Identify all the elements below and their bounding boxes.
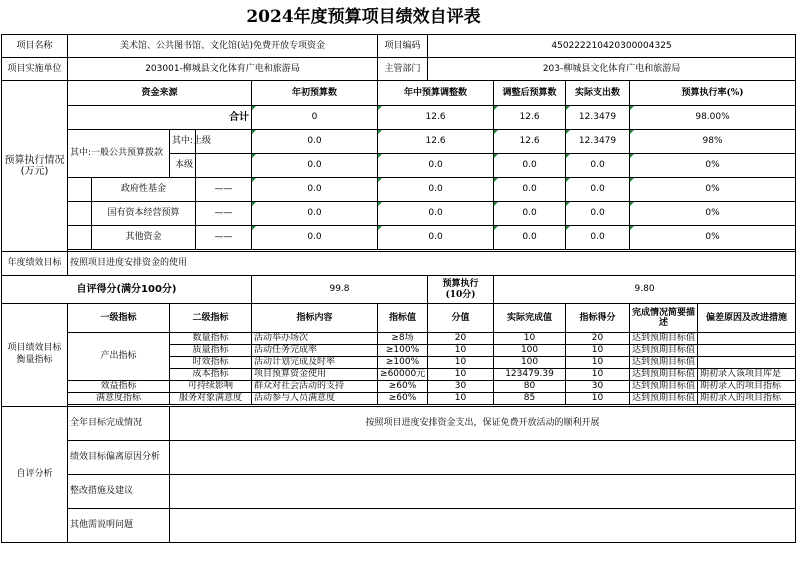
budget-section-label: 预算执行情况 (万元) <box>2 81 68 252</box>
govfund-adjust: 0.0 <box>378 178 494 202</box>
col-score: 指标得分 <box>566 304 630 333</box>
self-eval-row <box>2 509 796 543</box>
self-eval-row <box>2 475 796 509</box>
self-eval-row <box>2 441 796 475</box>
self-eval-item-label: 绩效目标偏离原因分析 <box>68 441 170 475</box>
ind-reason: 期初录入的项目指标 <box>698 393 796 405</box>
goal-text: 按照项目进度安排资金的使用 <box>68 252 796 276</box>
local-annual: 0.0 <box>252 154 378 178</box>
self-eval-label: 自评分析 <box>2 407 68 543</box>
indicator-row <box>2 381 796 393</box>
budget-govfund-row <box>2 178 796 202</box>
state-adjust: 0.0 <box>378 202 494 226</box>
ind-actual: 123479.39 <box>494 369 566 381</box>
self-eval-item-text <box>170 509 796 543</box>
ind-desc: 达到预期目标值 <box>630 345 698 357</box>
total-adjust: 12.6 <box>378 106 494 130</box>
self-eval-item-label: 其他需说明问题 <box>68 509 170 543</box>
ind-reason: 期初录入该项目库是 <box>698 369 796 381</box>
impl-unit-value: 203001-柳城县文化体育广电和旅游局 <box>68 58 378 81</box>
other-after: 0.0 <box>494 226 566 250</box>
ind-desc: 达到预期目标值 <box>630 393 698 405</box>
total-rate: 98.00% <box>630 106 796 130</box>
govfund-label: 政府性基金 <box>92 178 196 202</box>
upper-actual: 12.3479 <box>566 130 630 154</box>
col-after: 调整后预算数 <box>494 81 566 106</box>
ind-weight: 10 <box>428 393 494 405</box>
evaluation-table <box>1 34 796 543</box>
govfund-annual: 0.0 <box>252 178 378 202</box>
exec-value: 9.80 <box>494 276 796 304</box>
ind-weight: 10 <box>428 369 494 381</box>
ind-reason <box>698 333 796 345</box>
self-eval-row <box>2 407 796 441</box>
score-value: 99.8 <box>252 276 428 304</box>
budget-other-row <box>2 226 796 250</box>
other-annual: 0.0 <box>252 226 378 250</box>
upper-label-text: 上级 <box>193 136 212 147</box>
sub-prefix: 其中: <box>172 136 194 147</box>
local-adjust: 0.0 <box>378 154 494 178</box>
col-source: 资金来源 <box>68 81 252 106</box>
indicator-row <box>2 333 796 345</box>
col-adjust: 年中预算调整数 <box>378 81 494 106</box>
state-annual: 0.0 <box>252 202 378 226</box>
govfund-rate: 0% <box>630 178 796 202</box>
local-rate: 0% <box>630 154 796 178</box>
local-label: 本级 <box>170 154 196 178</box>
score-row <box>2 276 796 304</box>
ind-content: 项目预算资金使用 <box>252 369 378 381</box>
indicator-section-label: 项目绩效目标衡量指标 <box>2 304 68 407</box>
general-budget-label: 其中:一般公共预算拨款 <box>68 130 170 178</box>
ind-weight: 30 <box>428 381 494 393</box>
ind-score: 10 <box>566 369 630 381</box>
ind-desc: 达到预期目标值 <box>630 369 698 381</box>
output-label: 产出指标 <box>68 333 170 381</box>
govfund-after: 0.0 <box>494 178 566 202</box>
ind-content: 活动参与人员满意度 <box>252 393 378 405</box>
ind-score: 30 <box>566 381 630 393</box>
govfund-actual: 0.0 <box>566 178 630 202</box>
ind-level2: 成本指标 <box>170 369 252 381</box>
ind-target: ≥60000元 <box>378 369 428 381</box>
local-after: 0.0 <box>494 154 566 178</box>
col-level2: 二级指标 <box>170 304 252 333</box>
ind-score: 10 <box>566 345 630 357</box>
ind-reason <box>698 345 796 357</box>
other-actual: 0.0 <box>566 226 630 250</box>
page-title: 2024年度预算项目绩效自评表 <box>246 7 481 27</box>
state-label: 国有资本经营预算 <box>92 202 196 226</box>
ind-level2: 时效指标 <box>170 357 252 369</box>
col-desc: 完成情况简要描述 <box>630 304 698 333</box>
indicator-header-row <box>2 304 796 333</box>
col-annual: 年初预算数 <box>252 81 378 106</box>
total-actual: 12.3479 <box>566 106 630 130</box>
col-rate: 预算执行率(%) <box>630 81 796 106</box>
ind-desc: 达到预期目标值 <box>630 333 698 345</box>
budget-header-row <box>2 81 796 106</box>
project-name-label: 项目名称 <box>2 35 68 58</box>
impl-unit-label: 项目实施单位 <box>2 58 68 81</box>
col-weight: 分值 <box>428 304 494 333</box>
upper-adjust: 12.6 <box>378 130 494 154</box>
other-dash: —— <box>196 226 252 250</box>
indicator-row <box>2 393 796 405</box>
exec-label: 预算执行 (10分) <box>428 276 494 304</box>
impl-unit-row <box>2 58 796 81</box>
ind-target: ≥8场 <box>378 333 428 345</box>
budget-state-row <box>2 202 796 226</box>
total-after: 12.6 <box>494 106 566 130</box>
self-eval-item-text: 按照项目进度安排资金支出，保证免费开放活动的顺利开展 <box>170 407 796 441</box>
state-actual: 0.0 <box>566 202 630 226</box>
ind-level2: 服务对象满意度 <box>170 393 252 405</box>
ind-desc: 达到预期目标值 <box>630 357 698 369</box>
ind-actual: 85 <box>494 393 566 405</box>
col-actual-value: 实际完成值 <box>494 304 566 333</box>
state-dash: —— <box>196 202 252 226</box>
state-rate: 0% <box>630 202 796 226</box>
ind-target: ≥60% <box>378 381 428 393</box>
self-eval-item-label: 整改措施及建议 <box>68 475 170 509</box>
ind-target: ≥100% <box>378 357 428 369</box>
ind-desc: 达到预期目标值 <box>630 381 698 393</box>
ind-weight: 20 <box>428 333 494 345</box>
upper-rate: 98% <box>630 130 796 154</box>
ind-weight: 10 <box>428 345 494 357</box>
ind-actual: 100 <box>494 345 566 357</box>
dept-value: 203-柳城县文化体育广电和旅游局 <box>428 58 796 81</box>
satisfaction-label: 满意度指标 <box>68 393 170 405</box>
col-reason: 偏差原因及改进措施 <box>698 304 796 333</box>
ind-target: ≥100% <box>378 345 428 357</box>
ind-target: ≥60% <box>378 393 428 405</box>
ind-reason: 期初录入的项目指标 <box>698 381 796 393</box>
project-name-value: 美术馆、公共图书馆、文化馆(站)免费开放专项资金 <box>68 35 378 58</box>
col-content: 指标内容 <box>252 304 378 333</box>
govfund-dash: —— <box>196 178 252 202</box>
ind-actual: 10 <box>494 333 566 345</box>
ind-score: 10 <box>566 393 630 405</box>
ind-level2: 可持续影响 <box>170 381 252 393</box>
ind-content: 活动举办场次 <box>252 333 378 345</box>
project-code-value: 450222210420300004325 <box>428 35 796 58</box>
upper-annual: 0.0 <box>252 130 378 154</box>
total-label: 合计 <box>68 106 252 130</box>
col-level1: 一级指标 <box>68 304 170 333</box>
ind-level2: 数量指标 <box>170 333 252 345</box>
ind-weight: 10 <box>428 357 494 369</box>
goal-row <box>2 252 796 276</box>
ind-score: 20 <box>566 333 630 345</box>
ind-level2: 质量指标 <box>170 345 252 357</box>
self-eval-item-text <box>170 441 796 475</box>
score-label: 自评得分(满分100分) <box>2 276 252 304</box>
project-name-row <box>2 35 796 58</box>
project-code-label: 项目编码 <box>378 35 428 58</box>
col-target: 指标值 <box>378 304 428 333</box>
other-rate: 0% <box>630 226 796 250</box>
budget-upper-row <box>2 130 796 154</box>
goal-label: 年度绩效目标 <box>2 252 68 276</box>
other-adjust: 0.0 <box>378 226 494 250</box>
ind-content: 群众对社会活动的支持 <box>252 381 378 393</box>
local-actual: 0.0 <box>566 154 630 178</box>
ind-score: 10 <box>566 357 630 369</box>
budget-total-row <box>2 106 796 130</box>
ind-actual: 80 <box>494 381 566 393</box>
self-eval-item-label: 全年目标完成情况 <box>68 407 170 441</box>
other-label: 其他资金 <box>92 226 196 250</box>
upper-after: 12.6 <box>494 130 566 154</box>
col-actual: 实际支出数 <box>566 81 630 106</box>
total-annual: 0 <box>252 106 378 130</box>
upper-label <box>170 130 212 154</box>
benefit-label: 效益指标 <box>68 381 170 393</box>
ind-content: 活动计划完成及时率 <box>252 357 378 369</box>
state-after: 0.0 <box>494 202 566 226</box>
ind-content: 活动任务完成率 <box>252 345 378 357</box>
dept-label: 主管部门 <box>378 58 428 81</box>
ind-reason <box>698 357 796 369</box>
self-eval-item-text <box>170 475 796 509</box>
ind-actual: 100 <box>494 357 566 369</box>
